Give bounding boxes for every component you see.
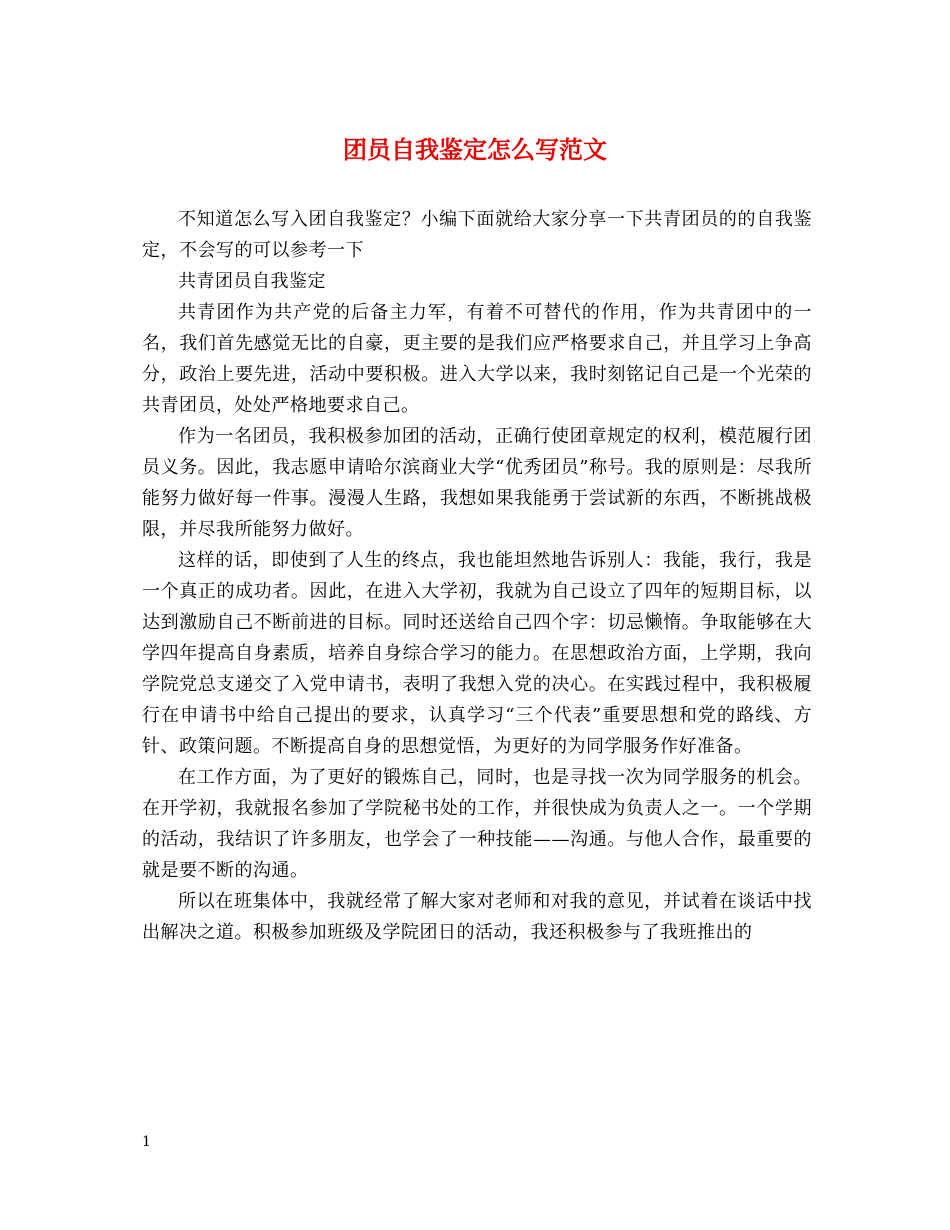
paragraph-4: 在工作方面，为了更好的锻炼自己，同时，也是寻找一次为同学服务的机会。在开学初，我就报名参加了学院秘书处的工作，并很快成为负责人之一。一个学期的活动，我结识了许多朋友，也学会了一种技能——沟通。与他人合作，最重要的就是要不断的沟通。: [142, 767, 812, 881]
document-title: 团员自我鉴定怎么写范文: [343, 135, 607, 164]
paragraph-3: 这样的话，即使到了人生的终点，我也能坦然地告诉别人：我能，我行，我是一个真正的成功者。因此，在进入大学初，我就为自己设立了四年的短期目标，以达到激励自己不断前进的目标。同时还送给自己四个字：切忌懒惰。争取能够在大学四年提高自身素质，培养自身综合学习的能力。在思想政治方面，上学期，我向学院党总支递交了入党申请书，表明了我想入党的决心。在实践过程中，我积极履行在申请书中给自己提出的要求，认真学习“三个代表”重要思想和党的路线、方针、政策问题。不断提高自身的思想觉悟，为更好的为同学服务作好准备。: [142, 550, 812, 757]
paragraph-2: 作为一名团员，我积极参加团的活动，正确行使团章规定的权利，模范履行团员义务。因此，我志愿申请哈尔滨商业大学“优秀团员”称号。我的原则是：尽我所能努力做好每一件事。漫漫人生路，我想如果我能勇于尝试新的东西，不断挑战极限，并尽我所能努力做好。: [142, 426, 812, 540]
page-number: 1: [142, 1134, 151, 1150]
paragraph-intro: 不知道怎么写入团自我鉴定？小编下面就给大家分享一下共青团员的的自我鉴定，不会写的可以参考一下: [142, 209, 812, 261]
paragraph-1: 共青团作为共产党的后备主力军，有着不可替代的作用，作为共青团中的一名，我们首先感觉无比的自豪，更主要的是我们应严格要求自己，并且学习上争高分，政治上要先进，活动中要积极。进入大学以来，我时刻铭记自己是一个光荣的共青团员，处处严格地要求自己。: [142, 302, 812, 416]
document-body: [142, 204, 812, 948]
paragraph-subtitle: 共青团员自我鉴定: [178, 271, 326, 292]
paragraph-5: 所以在班集体中，我就经常了解大家对老师和对我的意见，并试着在谈话中找出解决之道。积极参加班级及学院团日的活动，我还积极参与了我班推出的: [142, 891, 812, 943]
